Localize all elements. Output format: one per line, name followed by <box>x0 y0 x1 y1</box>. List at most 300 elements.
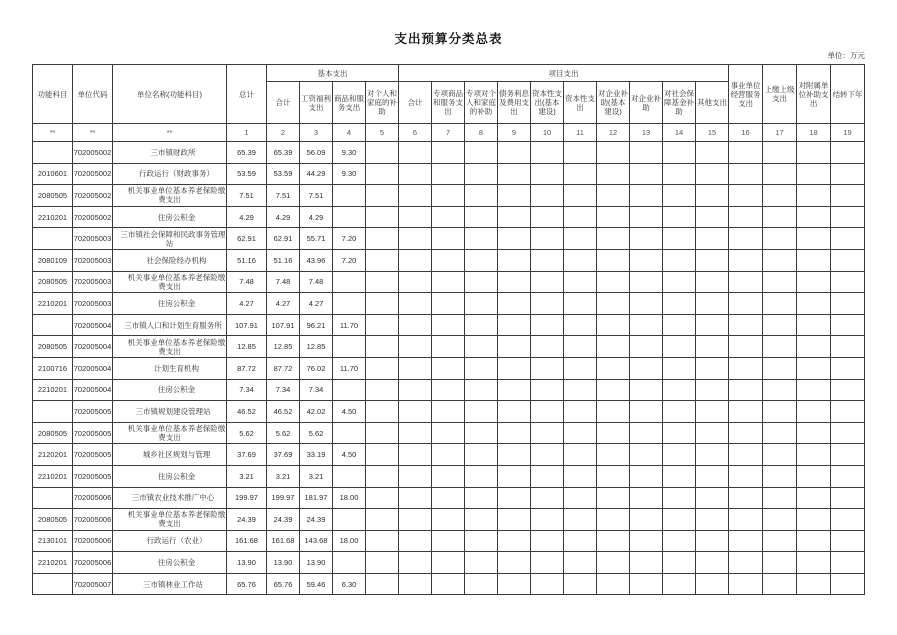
value-cell <box>399 509 432 531</box>
value-cell <box>630 206 663 228</box>
func-code-cell: 2210201 <box>33 552 73 574</box>
value-cell <box>498 444 531 466</box>
value-cell: 76.02 <box>300 357 333 379</box>
value-cell <box>432 185 465 207</box>
value-cell <box>663 185 696 207</box>
value-cell <box>696 293 729 315</box>
value-cell <box>366 336 399 358</box>
value-cell <box>597 530 630 552</box>
value-cell <box>564 379 597 401</box>
value-cell: 37.69 <box>227 444 267 466</box>
unit-code-cell: 702005004 <box>73 357 113 379</box>
value-cell <box>597 552 630 574</box>
unit-name-cell: 住房公积金 <box>113 552 227 574</box>
value-cell <box>696 487 729 509</box>
value-cell: 5.62 <box>227 422 267 444</box>
value-cell <box>729 228 763 250</box>
value-cell <box>763 552 797 574</box>
value-cell <box>399 552 432 574</box>
func-code-cell <box>33 314 73 336</box>
value-cell <box>465 401 498 423</box>
value-cell <box>696 552 729 574</box>
value-cell <box>564 142 597 164</box>
project-col-header: 资本性支出(基本建设) <box>531 82 564 124</box>
value-cell <box>763 163 797 185</box>
value-cell <box>399 163 432 185</box>
unit-code-cell: 702005006 <box>73 487 113 509</box>
value-cell <box>797 487 831 509</box>
value-cell <box>729 530 763 552</box>
column-index-cell: 12 <box>597 124 630 142</box>
value-cell <box>465 142 498 164</box>
value-cell <box>366 228 399 250</box>
basic-col-header: 对个人和家庭的补助 <box>366 82 399 124</box>
value-cell: 9.30 <box>333 163 366 185</box>
value-cell <box>498 487 531 509</box>
value-cell <box>763 422 797 444</box>
value-cell <box>333 336 366 358</box>
value-cell <box>399 401 432 423</box>
value-cell: 65.76 <box>267 573 300 595</box>
value-cell <box>696 249 729 271</box>
value-cell <box>729 271 763 293</box>
value-cell <box>333 206 366 228</box>
value-cell: 4.50 <box>333 401 366 423</box>
func-code-cell: 2120201 <box>33 444 73 466</box>
value-cell <box>564 228 597 250</box>
value-cell: 24.39 <box>267 509 300 531</box>
value-cell <box>797 357 831 379</box>
value-cell <box>531 487 564 509</box>
value-cell <box>597 249 630 271</box>
value-cell <box>630 142 663 164</box>
value-cell <box>663 465 696 487</box>
value-cell <box>531 379 564 401</box>
unit-code-cell: 702005003 <box>73 249 113 271</box>
value-cell <box>465 552 498 574</box>
value-cell <box>399 379 432 401</box>
value-cell <box>399 487 432 509</box>
value-cell <box>630 444 663 466</box>
column-index-cell: 2 <box>267 124 300 142</box>
value-cell <box>831 444 865 466</box>
unit-name-cell: 行政运行（财政事务） <box>113 163 227 185</box>
project-col-header: 对社会保障基金补助 <box>663 82 696 124</box>
table-row <box>33 509 865 531</box>
unit-note: 单位：万元 <box>827 51 865 60</box>
value-cell <box>465 357 498 379</box>
value-cell: 43.96 <box>300 249 333 271</box>
func-code-cell <box>33 401 73 423</box>
value-cell <box>831 142 865 164</box>
func-code-cell: 2100716 <box>33 357 73 379</box>
value-cell: 11.70 <box>333 357 366 379</box>
value-cell <box>763 142 797 164</box>
value-cell <box>729 422 763 444</box>
value-cell <box>465 530 498 552</box>
value-cell <box>763 336 797 358</box>
value-cell <box>498 401 531 423</box>
value-cell <box>797 444 831 466</box>
column-index-cell: 13 <box>630 124 663 142</box>
column-index-cell: 14 <box>663 124 696 142</box>
unit-name-cell: 机关事业单位基本养老保险缴费支出 <box>113 271 227 293</box>
value-cell <box>432 336 465 358</box>
value-cell <box>498 357 531 379</box>
value-cell <box>498 379 531 401</box>
header-group-row <box>33 65 865 82</box>
value-cell <box>531 465 564 487</box>
value-cell <box>465 293 498 315</box>
value-cell <box>831 552 865 574</box>
value-cell: 5.62 <box>267 422 300 444</box>
column-index-cell: 7 <box>432 124 465 142</box>
value-cell <box>831 249 865 271</box>
value-cell <box>531 401 564 423</box>
value-cell <box>333 379 366 401</box>
value-cell: 62.91 <box>227 228 267 250</box>
value-cell <box>663 422 696 444</box>
value-cell <box>531 142 564 164</box>
value-cell: 181.97 <box>300 487 333 509</box>
value-cell <box>797 185 831 207</box>
value-cell <box>399 465 432 487</box>
value-cell <box>831 379 865 401</box>
value-cell <box>399 444 432 466</box>
value-cell: 107.91 <box>267 314 300 336</box>
value-cell <box>333 465 366 487</box>
value-cell <box>498 314 531 336</box>
value-cell <box>531 228 564 250</box>
value-cell <box>630 336 663 358</box>
unit-name-cell: 三市镇农业技术推广中心 <box>113 487 227 509</box>
value-cell: 7.51 <box>267 185 300 207</box>
value-cell <box>663 552 696 574</box>
func-code-cell <box>33 228 73 250</box>
value-cell <box>432 293 465 315</box>
column-index-cell: ** <box>113 124 227 142</box>
value-cell <box>399 314 432 336</box>
value-cell <box>366 487 399 509</box>
value-cell <box>399 142 432 164</box>
func-code-cell: 2080505 <box>33 509 73 531</box>
value-cell <box>498 530 531 552</box>
value-cell <box>366 465 399 487</box>
value-cell <box>831 530 865 552</box>
value-cell <box>531 444 564 466</box>
value-cell <box>797 142 831 164</box>
value-cell <box>696 206 729 228</box>
value-cell <box>696 422 729 444</box>
value-cell <box>366 444 399 466</box>
unit-name-cell: 机关事业单位基本养老保险缴费支出 <box>113 422 227 444</box>
unit-code-cell: 702005003 <box>73 293 113 315</box>
value-cell <box>763 530 797 552</box>
value-cell <box>763 185 797 207</box>
value-cell: 4.29 <box>300 206 333 228</box>
budget-table <box>32 64 865 595</box>
value-cell <box>366 357 399 379</box>
value-cell <box>696 142 729 164</box>
value-cell <box>498 293 531 315</box>
unit-code-cell: 702005002 <box>73 142 113 164</box>
value-cell <box>729 314 763 336</box>
column-index-cell: 17 <box>763 124 797 142</box>
value-cell <box>399 293 432 315</box>
basic-col-header: 商品和服务支出 <box>333 82 366 124</box>
value-cell <box>564 249 597 271</box>
func-code-cell: 2080505 <box>33 336 73 358</box>
value-cell: 7.34 <box>267 379 300 401</box>
table-row <box>33 271 865 293</box>
value-cell: 161.68 <box>267 530 300 552</box>
value-cell <box>366 142 399 164</box>
value-cell <box>797 271 831 293</box>
value-cell <box>763 509 797 531</box>
project-col-header: 对企业补助(基本建设) <box>597 82 630 124</box>
unit-code-cell: 702005005 <box>73 444 113 466</box>
value-cell <box>663 314 696 336</box>
value-cell <box>630 249 663 271</box>
column-index-cell: 3 <box>300 124 333 142</box>
value-cell <box>831 271 865 293</box>
value-cell <box>366 249 399 271</box>
value-cell <box>696 271 729 293</box>
value-cell <box>432 401 465 423</box>
func-code-cell: 2080505 <box>33 271 73 293</box>
value-cell <box>366 379 399 401</box>
value-cell <box>366 509 399 531</box>
value-cell: 11.70 <box>333 314 366 336</box>
project-col-header: 对企业补助 <box>630 82 663 124</box>
value-cell <box>663 401 696 423</box>
value-cell <box>432 573 465 595</box>
value-cell <box>498 142 531 164</box>
value-cell <box>729 357 763 379</box>
unit-code-cell: 702005002 <box>73 163 113 185</box>
value-cell <box>432 163 465 185</box>
value-cell: 13.90 <box>300 552 333 574</box>
value-cell <box>696 444 729 466</box>
value-cell <box>797 379 831 401</box>
value-cell <box>333 271 366 293</box>
value-cell <box>465 487 498 509</box>
value-cell <box>531 530 564 552</box>
value-cell <box>465 185 498 207</box>
column-index-cell: ** <box>33 124 73 142</box>
value-cell <box>465 444 498 466</box>
value-cell <box>597 185 630 207</box>
tail-col-header: 对附属单位补助支出 <box>797 65 831 124</box>
value-cell <box>597 336 630 358</box>
unit-code-cell: 702005004 <box>73 314 113 336</box>
value-cell <box>630 487 663 509</box>
value-cell <box>465 228 498 250</box>
func-code-cell <box>33 487 73 509</box>
value-cell <box>763 357 797 379</box>
value-cell <box>630 293 663 315</box>
value-cell <box>831 465 865 487</box>
value-cell <box>597 357 630 379</box>
func-code-cell: 2210201 <box>33 293 73 315</box>
value-cell <box>696 336 729 358</box>
value-cell <box>333 293 366 315</box>
unit-code-cell: 702005004 <box>73 336 113 358</box>
value-cell <box>399 357 432 379</box>
value-cell: 51.16 <box>227 249 267 271</box>
tail-col-header: 结转下年 <box>831 65 865 124</box>
value-cell <box>498 228 531 250</box>
value-cell <box>831 422 865 444</box>
value-cell <box>729 487 763 509</box>
unit-code-cell: 702005006 <box>73 509 113 531</box>
value-cell <box>432 142 465 164</box>
value-cell <box>797 336 831 358</box>
value-cell: 4.50 <box>333 444 366 466</box>
value-cell <box>597 465 630 487</box>
value-cell: 37.69 <box>267 444 300 466</box>
value-cell <box>763 228 797 250</box>
value-cell <box>696 509 729 531</box>
value-cell <box>465 314 498 336</box>
unit-name-cell: 三市镇社会保障和民政事务管理站 <box>113 228 227 250</box>
value-cell: 143.68 <box>300 530 333 552</box>
value-cell <box>597 573 630 595</box>
value-cell <box>831 487 865 509</box>
value-cell <box>366 422 399 444</box>
unit-name-cell: 三市镇财政所 <box>113 142 227 164</box>
value-cell <box>498 422 531 444</box>
value-cell <box>498 249 531 271</box>
table-row <box>33 314 865 336</box>
value-cell: 5.62 <box>300 422 333 444</box>
value-cell <box>465 163 498 185</box>
func-code-cell: 2080505 <box>33 185 73 207</box>
value-cell <box>797 573 831 595</box>
value-cell <box>696 314 729 336</box>
value-cell <box>663 444 696 466</box>
table-row <box>33 206 865 228</box>
value-cell <box>498 271 531 293</box>
value-cell: 96.21 <box>300 314 333 336</box>
func-code-cell: 2080505 <box>33 422 73 444</box>
value-cell <box>597 206 630 228</box>
value-cell <box>564 336 597 358</box>
value-cell <box>663 249 696 271</box>
func-code-cell: 2130101 <box>33 530 73 552</box>
value-cell <box>630 530 663 552</box>
value-cell <box>333 509 366 531</box>
unit-code-cell: 702005002 <box>73 185 113 207</box>
unit-name-cell: 行政运行（农业） <box>113 530 227 552</box>
value-cell <box>597 228 630 250</box>
column-index-cell: 5 <box>366 124 399 142</box>
func-code-cell: 2210201 <box>33 379 73 401</box>
tail-col-header: 事业单位经营服务支出 <box>729 65 763 124</box>
value-cell: 7.48 <box>267 271 300 293</box>
value-cell: 12.85 <box>227 336 267 358</box>
value-cell: 65.39 <box>267 142 300 164</box>
value-cell <box>564 293 597 315</box>
column-index-cell: 19 <box>831 124 865 142</box>
value-cell <box>797 530 831 552</box>
table-row <box>33 465 865 487</box>
value-cell: 4.29 <box>267 206 300 228</box>
value-cell <box>366 573 399 595</box>
value-cell <box>763 465 797 487</box>
value-cell <box>432 530 465 552</box>
value-cell <box>432 249 465 271</box>
value-cell: 4.27 <box>227 293 267 315</box>
value-cell <box>531 552 564 574</box>
value-cell <box>432 379 465 401</box>
value-cell <box>630 379 663 401</box>
value-cell <box>366 271 399 293</box>
column-index-cell: 4 <box>333 124 366 142</box>
col-function-header: 功能科目 <box>33 65 73 124</box>
value-cell <box>597 422 630 444</box>
value-cell <box>763 314 797 336</box>
basic-col-header: 工资福利支出 <box>300 82 333 124</box>
column-index-cell: ** <box>73 124 113 142</box>
value-cell <box>465 249 498 271</box>
value-cell <box>630 552 663 574</box>
value-cell <box>465 379 498 401</box>
value-cell <box>498 185 531 207</box>
value-cell <box>597 401 630 423</box>
value-cell: 13.90 <box>227 552 267 574</box>
value-cell: 7.34 <box>300 379 333 401</box>
value-cell <box>597 314 630 336</box>
value-cell: 6.30 <box>333 573 366 595</box>
value-cell <box>663 271 696 293</box>
value-cell <box>564 487 597 509</box>
value-cell <box>729 142 763 164</box>
table-row <box>33 163 865 185</box>
value-cell <box>696 379 729 401</box>
value-cell <box>399 336 432 358</box>
column-index-cell: 10 <box>531 124 564 142</box>
value-cell <box>531 185 564 207</box>
table-body <box>33 142 865 595</box>
value-cell <box>597 509 630 531</box>
value-cell <box>498 509 531 531</box>
value-cell: 46.52 <box>267 401 300 423</box>
value-cell <box>366 206 399 228</box>
value-cell <box>630 185 663 207</box>
group-basic-header: 基本支出 <box>267 65 399 82</box>
value-cell <box>630 228 663 250</box>
value-cell: 9.30 <box>333 142 366 164</box>
value-cell <box>597 142 630 164</box>
value-cell <box>630 401 663 423</box>
value-cell <box>531 314 564 336</box>
value-cell <box>564 163 597 185</box>
value-cell <box>366 552 399 574</box>
value-cell <box>597 163 630 185</box>
value-cell <box>630 163 663 185</box>
value-cell <box>531 357 564 379</box>
project-col-header: 合计 <box>399 82 432 124</box>
value-cell <box>498 465 531 487</box>
value-cell: 24.39 <box>227 509 267 531</box>
unit-code-cell: 702005005 <box>73 422 113 444</box>
value-cell <box>333 422 366 444</box>
value-cell <box>366 163 399 185</box>
value-cell <box>663 293 696 315</box>
value-cell <box>399 530 432 552</box>
unit-name-cell: 三市镇规划建设管理站 <box>113 401 227 423</box>
